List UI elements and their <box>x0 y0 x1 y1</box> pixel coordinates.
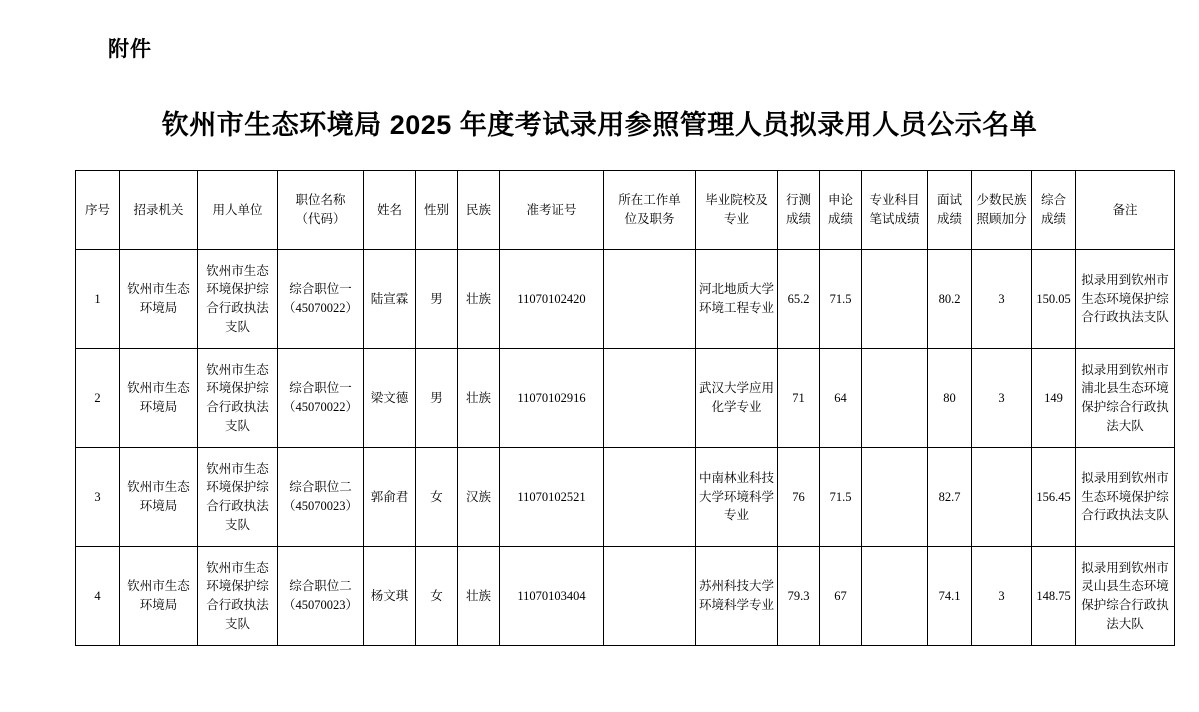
cell-school-major: 中南林业科技大学环境科学专业 <box>696 448 778 547</box>
cell-professional-score <box>862 547 928 646</box>
column-header-ethnicity: 民族 <box>458 171 500 250</box>
public-notice-table <box>75 170 1175 646</box>
cell-total-score: 156.45 <box>1032 448 1076 547</box>
cell-xingce-score: 71 <box>778 349 820 448</box>
cell-work-unit <box>604 448 696 547</box>
public-notice-table-wrapper <box>75 170 1169 646</box>
cell-position: 综合职位二（45070023） <box>278 547 364 646</box>
column-header-shenlun-score: 申论 成绩 <box>820 171 862 250</box>
cell-total-score: 150.05 <box>1032 250 1076 349</box>
column-header-employer: 用人单位 <box>198 171 278 250</box>
column-header-interview-score: 面试 成绩 <box>928 171 972 250</box>
cell-remark: 拟录用到钦州市生态环境保护综合行政执法支队 <box>1076 250 1175 349</box>
cell-gender: 女 <box>416 448 458 547</box>
cell-index: 4 <box>76 547 120 646</box>
cell-minority-bonus: 3 <box>972 250 1032 349</box>
cell-school-major: 苏州科技大学环境科学专业 <box>696 547 778 646</box>
cell-index: 3 <box>76 448 120 547</box>
column-header-index: 序号 <box>76 171 120 250</box>
column-header-name: 姓名 <box>364 171 416 250</box>
cell-employer: 钦州市生态环境保护综合行政执法支队 <box>198 448 278 547</box>
cell-name: 郭俞君 <box>364 448 416 547</box>
cell-interview-score: 74.1 <box>928 547 972 646</box>
cell-index: 1 <box>76 250 120 349</box>
column-header-professional-score: 专业科目 笔试成绩 <box>862 171 928 250</box>
cell-gender: 男 <box>416 349 458 448</box>
cell-xingce-score: 65.2 <box>778 250 820 349</box>
cell-exam-number: 11070103404 <box>500 547 604 646</box>
cell-minority-bonus: 3 <box>972 547 1032 646</box>
cell-remark: 拟录用到钦州市灵山县生态环境保护综合行政执法大队 <box>1076 547 1175 646</box>
cell-agency: 钦州市生态环境局 <box>120 547 198 646</box>
cell-name: 梁文德 <box>364 349 416 448</box>
attachment-label: 附件 <box>108 38 152 61</box>
cell-professional-score <box>862 448 928 547</box>
cell-work-unit <box>604 349 696 448</box>
column-header-exam-number: 准考证号 <box>500 171 604 250</box>
cell-minority-bonus <box>972 448 1032 547</box>
column-header-total-score: 综合 成绩 <box>1032 171 1076 250</box>
table-row <box>76 349 1175 448</box>
cell-ethnicity: 壮族 <box>458 547 500 646</box>
cell-exam-number: 11070102521 <box>500 448 604 547</box>
column-header-xingce-score: 行测 成绩 <box>778 171 820 250</box>
cell-remark: 拟录用到钦州市浦北县生态环境保护综合行政执法大队 <box>1076 349 1175 448</box>
cell-shenlun-score: 67 <box>820 547 862 646</box>
cell-shenlun-score: 71.5 <box>820 250 862 349</box>
table-row <box>76 547 1175 646</box>
table-row <box>76 448 1175 547</box>
cell-employer: 钦州市生态环境保护综合行政执法支队 <box>198 250 278 349</box>
cell-agency: 钦州市生态环境局 <box>120 349 198 448</box>
cell-exam-number: 11070102420 <box>500 250 604 349</box>
cell-ethnicity: 壮族 <box>458 349 500 448</box>
cell-school-major: 武汉大学应用化学专业 <box>696 349 778 448</box>
cell-professional-score <box>862 250 928 349</box>
table-header <box>76 171 1175 250</box>
column-header-work-unit: 所在工作单 位及职务 <box>604 171 696 250</box>
cell-ethnicity: 壮族 <box>458 250 500 349</box>
cell-position: 综合职位一（45070022） <box>278 250 364 349</box>
column-header-agency: 招录机关 <box>120 171 198 250</box>
cell-exam-number: 11070102916 <box>500 349 604 448</box>
cell-agency: 钦州市生态环境局 <box>120 250 198 349</box>
cell-gender: 男 <box>416 250 458 349</box>
column-header-minority-bonus: 少数民族 照顾加分 <box>972 171 1032 250</box>
cell-xingce-score: 79.3 <box>778 547 820 646</box>
cell-total-score: 148.75 <box>1032 547 1076 646</box>
cell-interview-score: 80 <box>928 349 972 448</box>
page-title: 钦州市生态环境局 2025 年度考试录用参照管理人员拟录用人员公示名单 <box>161 110 1038 140</box>
cell-index: 2 <box>76 349 120 448</box>
cell-work-unit <box>604 547 696 646</box>
cell-school-major: 河北地质大学环境工程专业 <box>696 250 778 349</box>
cell-position: 综合职位一（45070022） <box>278 349 364 448</box>
cell-professional-score <box>862 349 928 448</box>
cell-agency: 钦州市生态环境局 <box>120 448 198 547</box>
cell-name: 杨文琪 <box>364 547 416 646</box>
cell-xingce-score: 76 <box>778 448 820 547</box>
table-row <box>76 250 1175 349</box>
column-header-gender: 性别 <box>416 171 458 250</box>
cell-ethnicity: 汉族 <box>458 448 500 547</box>
cell-total-score: 149 <box>1032 349 1076 448</box>
column-header-school-major: 毕业院校及 专业 <box>696 171 778 250</box>
cell-name: 陆宣霖 <box>364 250 416 349</box>
cell-minority-bonus: 3 <box>972 349 1032 448</box>
cell-shenlun-score: 64 <box>820 349 862 448</box>
cell-work-unit <box>604 250 696 349</box>
table-body <box>76 250 1175 646</box>
column-header-remark: 备注 <box>1076 171 1175 250</box>
cell-gender: 女 <box>416 547 458 646</box>
cell-employer: 钦州市生态环境保护综合行政执法支队 <box>198 547 278 646</box>
cell-position: 综合职位二（45070023） <box>278 448 364 547</box>
cell-employer: 钦州市生态环境保护综合行政执法支队 <box>198 349 278 448</box>
cell-interview-score: 80.2 <box>928 250 972 349</box>
table-header-row <box>76 171 1175 250</box>
column-header-position: 职位名称 （代码） <box>278 171 364 250</box>
cell-interview-score: 82.7 <box>928 448 972 547</box>
cell-remark: 拟录用到钦州市生态环境保护综合行政执法支队 <box>1076 448 1175 547</box>
cell-shenlun-score: 71.5 <box>820 448 862 547</box>
